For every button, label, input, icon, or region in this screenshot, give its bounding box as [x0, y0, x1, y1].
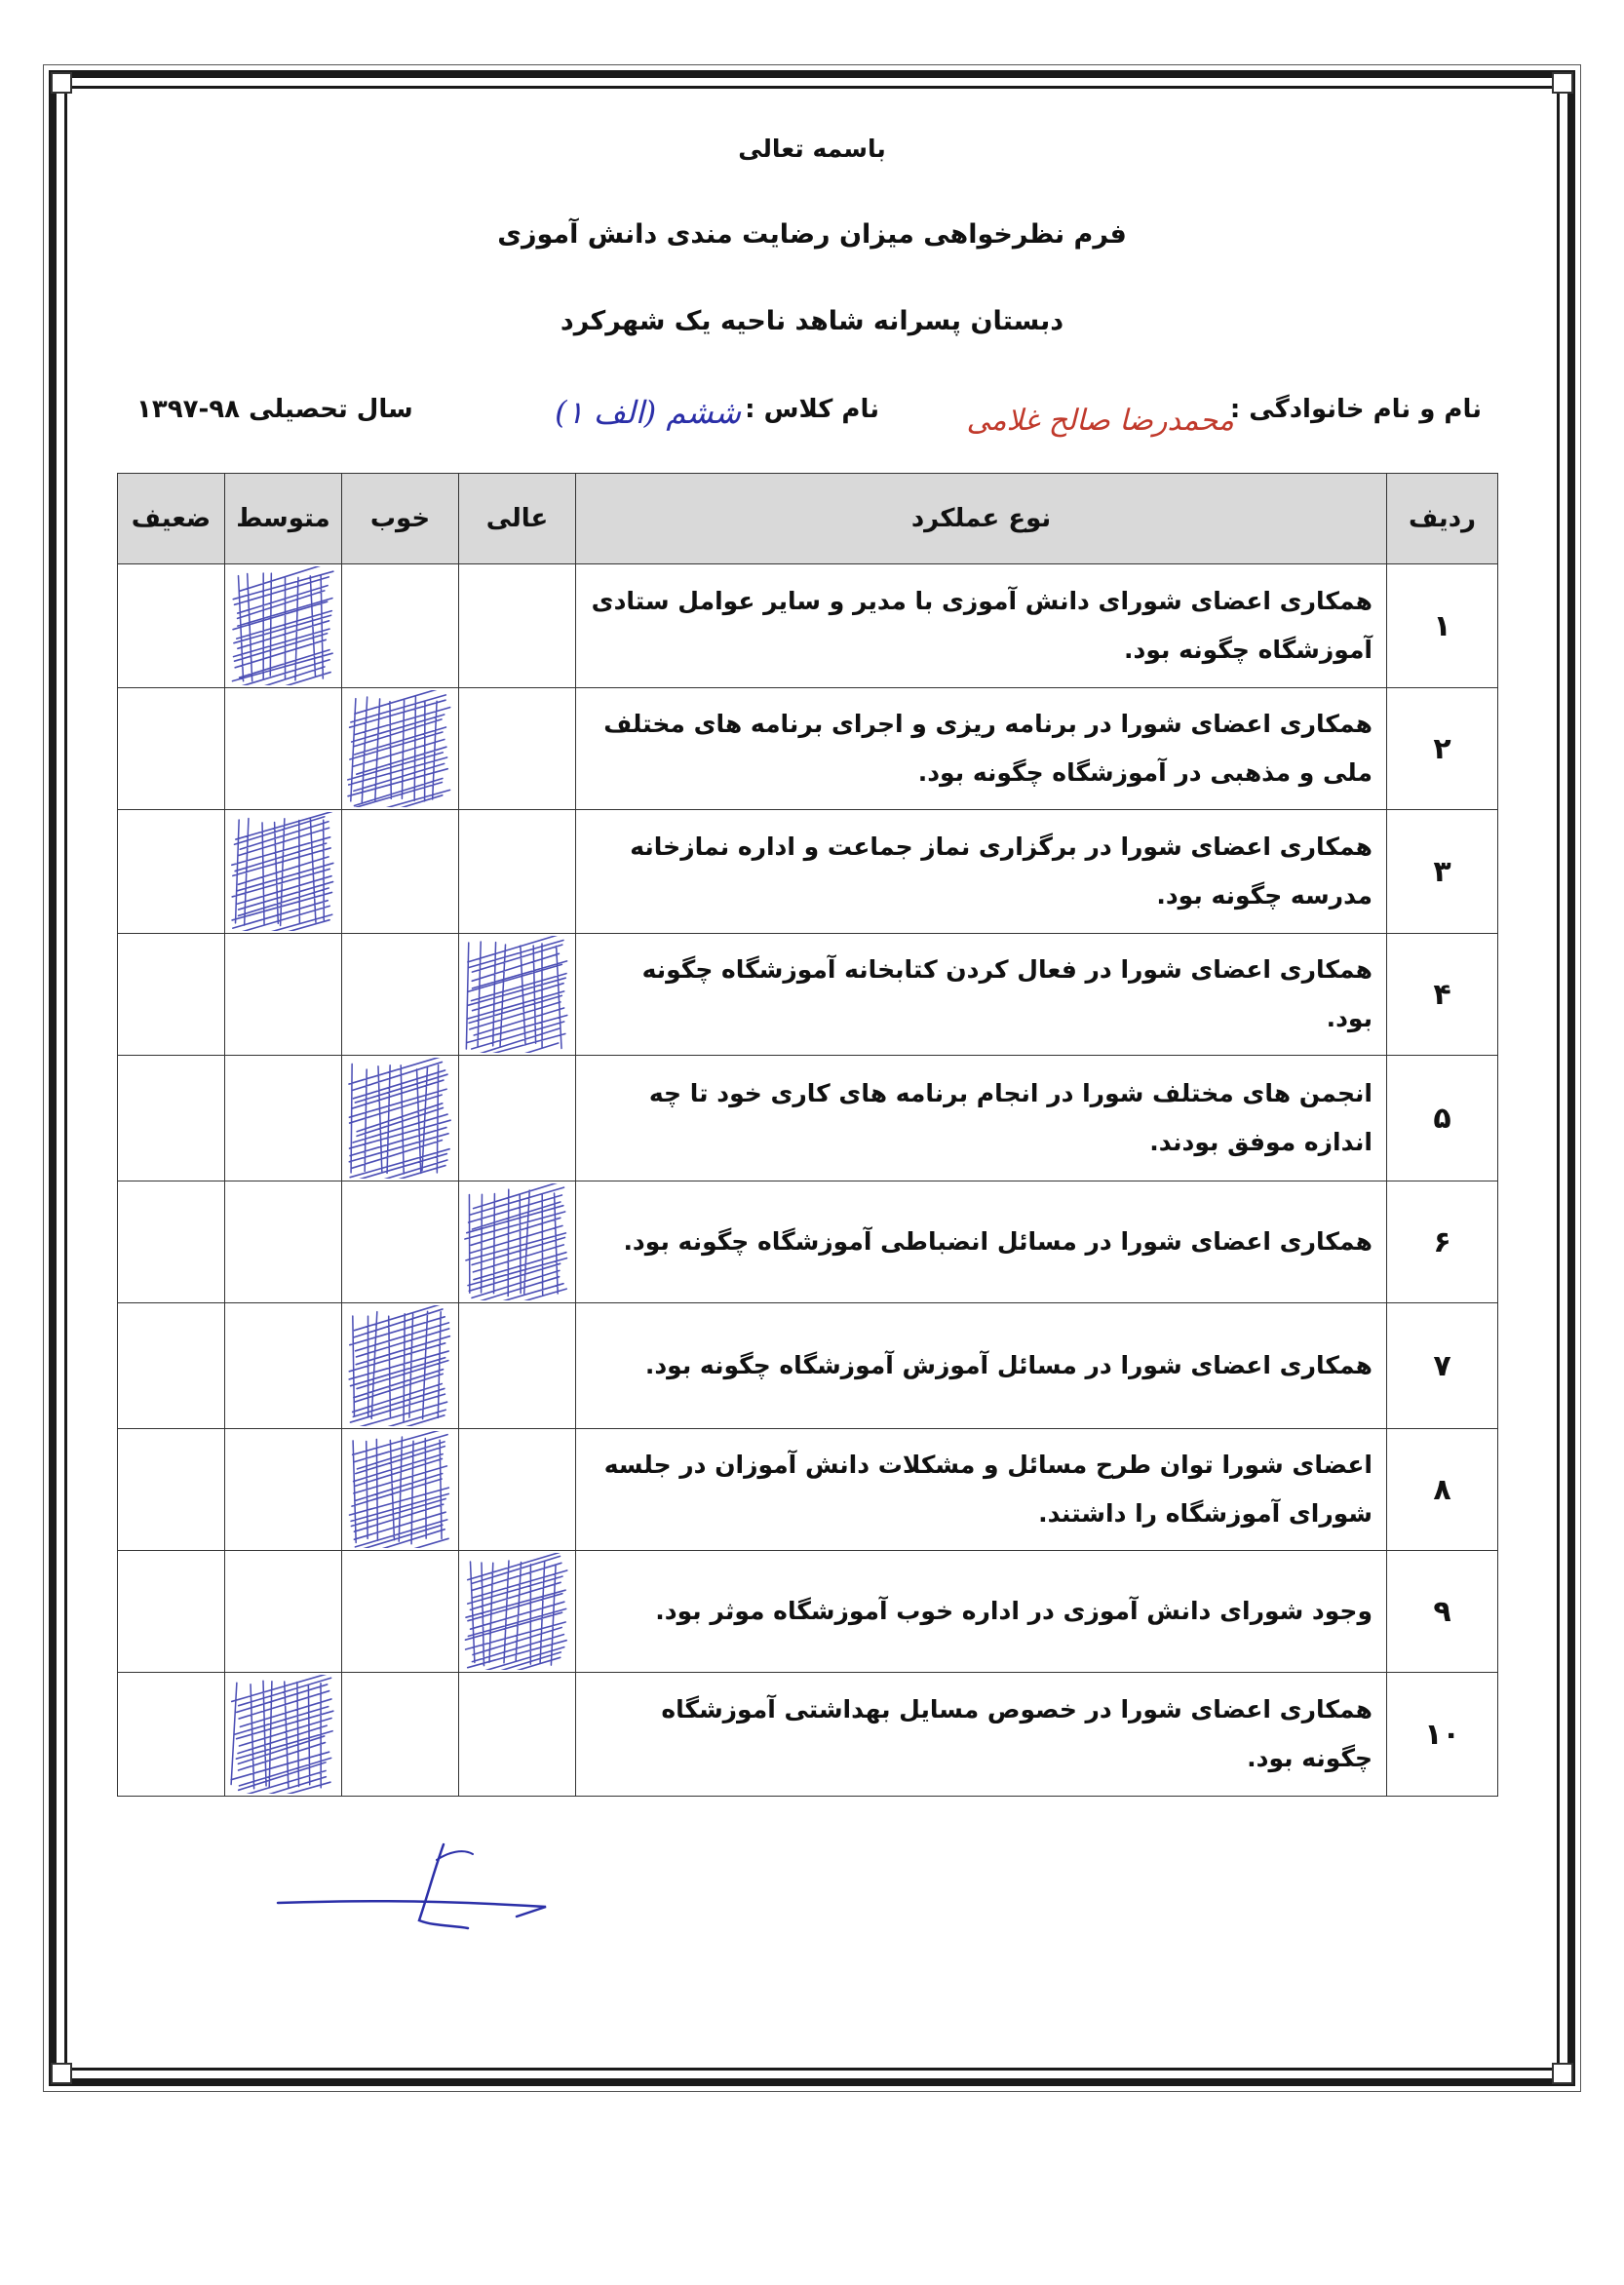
rating-cell-weak[interactable] — [118, 688, 225, 810]
row-description: همکاری اعضای شورا در خصوص مسایل بهداشتی آموزشگاه چگونه بود. — [576, 1673, 1387, 1797]
header-average: متوسط — [225, 474, 342, 564]
name-label: نام و نام خانوادگی : — [1229, 395, 1482, 424]
table-row — [118, 1056, 1498, 1181]
row-number: ۱۰ — [1387, 1673, 1498, 1797]
school-name: دبستان پسرانه شاهد ناحیه یک شهرکرد — [560, 306, 1064, 336]
frame-corner-top-left — [51, 72, 72, 94]
rating-cell-average[interactable] — [225, 1181, 342, 1303]
rating-cell-weak[interactable] — [118, 934, 225, 1056]
rating-cell-excellent[interactable] — [459, 1429, 576, 1551]
pen-scribble-mark — [344, 1058, 456, 1179]
rating-cell-good[interactable] — [342, 1551, 459, 1673]
rating-cell-average[interactable] — [225, 688, 342, 810]
row-number: ۸ — [1387, 1429, 1498, 1551]
rating-cell-average[interactable] — [225, 1551, 342, 1673]
row-description: وجود شورای دانش آموزی در اداره خوب آموزشگاه موثر بود. — [576, 1551, 1387, 1673]
row-description: همکاری اعضای شورا در برنامه ریزی و اجرای برنامه های مختلف ملی و مذهبی در آموزشگاه چگونه بود. — [576, 688, 1387, 810]
pen-scribble-mark — [227, 566, 339, 685]
class-label: نام کلاس : — [745, 395, 879, 424]
rating-cell-average[interactable] — [225, 1429, 342, 1551]
rating-cell-average[interactable] — [225, 1673, 342, 1797]
frame-corner-bottom-right — [1552, 2063, 1573, 2084]
rating-cell-average[interactable] — [225, 1303, 342, 1429]
evaluation-table — [117, 473, 1498, 1797]
rating-cell-weak[interactable] — [118, 1056, 225, 1181]
pen-scribble-mark — [227, 812, 339, 931]
rating-cell-excellent[interactable] — [459, 1181, 576, 1303]
rating-cell-good[interactable] — [342, 688, 459, 810]
row-description: همکاری اعضای شورا در مسائل آموزش آموزشگاه چگونه بود. — [576, 1303, 1387, 1429]
rating-cell-average[interactable] — [225, 1056, 342, 1181]
rating-cell-weak[interactable] — [118, 1181, 225, 1303]
pen-scribble-mark — [344, 1431, 456, 1548]
rating-cell-weak[interactable] — [118, 1551, 225, 1673]
row-description: همکاری اعضای شورا در برگزاری نماز جماعت و اداره نمازخانه مدرسه چگونه بود. — [576, 810, 1387, 934]
table-header-row — [118, 474, 1498, 564]
row-number: ۲ — [1387, 688, 1498, 810]
rating-cell-excellent[interactable] — [459, 1303, 576, 1429]
pen-scribble-mark — [461, 1183, 573, 1300]
rating-cell-excellent[interactable] — [459, 1056, 576, 1181]
header-performance-type: نوع عملکرد — [576, 474, 1387, 564]
header-weak: ضعیف — [118, 474, 225, 564]
row-number: ۱ — [1387, 564, 1498, 688]
rating-cell-weak[interactable] — [118, 1429, 225, 1551]
rating-cell-good[interactable] — [342, 1181, 459, 1303]
class-handwritten: ششم (الف ۱) — [555, 394, 741, 431]
rating-cell-excellent[interactable] — [459, 1673, 576, 1797]
rating-cell-excellent[interactable] — [459, 810, 576, 934]
frame-corner-bottom-left — [51, 2063, 72, 2084]
academic-year: سال تحصیلی ۹۸-۱۳۹۷ — [136, 395, 413, 424]
pen-scribble-mark — [461, 1553, 573, 1670]
table-row — [118, 1551, 1498, 1673]
row-number: ۷ — [1387, 1303, 1498, 1429]
header-row-number: ردیف — [1387, 474, 1498, 564]
table-row — [118, 1429, 1498, 1551]
rating-cell-good[interactable] — [342, 564, 459, 688]
row-description: همکاری اعضای شورا در فعال کردن کتابخانه آموزشگاه چگونه بود. — [576, 934, 1387, 1056]
rating-cell-weak[interactable] — [118, 1303, 225, 1429]
frame-corner-top-right — [1552, 72, 1573, 94]
table-row — [118, 564, 1498, 688]
rating-cell-good[interactable] — [342, 810, 459, 934]
rating-cell-excellent[interactable] — [459, 1551, 576, 1673]
rating-cell-average[interactable] — [225, 564, 342, 688]
invocation-heading: باسمه تعالی — [738, 135, 886, 163]
rating-cell-average[interactable] — [225, 934, 342, 1056]
header-excellent: عالی — [459, 474, 576, 564]
rating-cell-weak[interactable] — [118, 1673, 225, 1797]
table-row — [118, 1673, 1498, 1797]
form-title: فرم نظرخواهی میزان رضایت مندی دانش آموزی — [497, 219, 1127, 250]
rating-cell-excellent[interactable] — [459, 934, 576, 1056]
row-number: ۹ — [1387, 1551, 1498, 1673]
rating-cell-excellent[interactable] — [459, 564, 576, 688]
rating-cell-excellent[interactable] — [459, 688, 576, 810]
name-handwritten: محمدرضا صالح غلامی — [966, 404, 1234, 438]
rating-cell-good[interactable] — [342, 1429, 459, 1551]
rating-cell-good[interactable] — [342, 1303, 459, 1429]
row-number: ۶ — [1387, 1181, 1498, 1303]
table-row — [118, 810, 1498, 934]
row-description: همکاری اعضای شورای دانش آموزی با مدیر و سایر عوامل ستادی آموزشگاه چگونه بود. — [576, 564, 1387, 688]
pen-scribble-mark — [344, 1305, 456, 1426]
header-good: خوب — [342, 474, 459, 564]
rating-cell-average[interactable] — [225, 810, 342, 934]
pen-scribble-mark — [344, 690, 456, 807]
rating-cell-good[interactable] — [342, 1673, 459, 1797]
rating-cell-good[interactable] — [342, 1056, 459, 1181]
row-number: ۳ — [1387, 810, 1498, 934]
row-number: ۴ — [1387, 934, 1498, 1056]
table-row — [118, 688, 1498, 810]
signature-mark — [273, 1833, 556, 1940]
rating-cell-good[interactable] — [342, 934, 459, 1056]
pen-scribble-mark — [227, 1675, 339, 1794]
rating-cell-weak[interactable] — [118, 564, 225, 688]
row-description: اعضای شورا توان طرح مسائل و مشکلات دانش آموزان در جلسه شورای آموزشگاه را داشتند. — [576, 1429, 1387, 1551]
table-row — [118, 1303, 1498, 1429]
table-row — [118, 1181, 1498, 1303]
row-description: همکاری اعضای شورا در مسائل انضباطی آموزشگاه چگونه بود. — [576, 1181, 1387, 1303]
table-row — [118, 934, 1498, 1056]
row-description: انجمن های مختلف شورا در انجام برنامه های کاری خود تا چه اندازه موفق بودند. — [576, 1056, 1387, 1181]
pen-scribble-mark — [461, 936, 573, 1053]
rating-cell-weak[interactable] — [118, 810, 225, 934]
row-number: ۵ — [1387, 1056, 1498, 1181]
